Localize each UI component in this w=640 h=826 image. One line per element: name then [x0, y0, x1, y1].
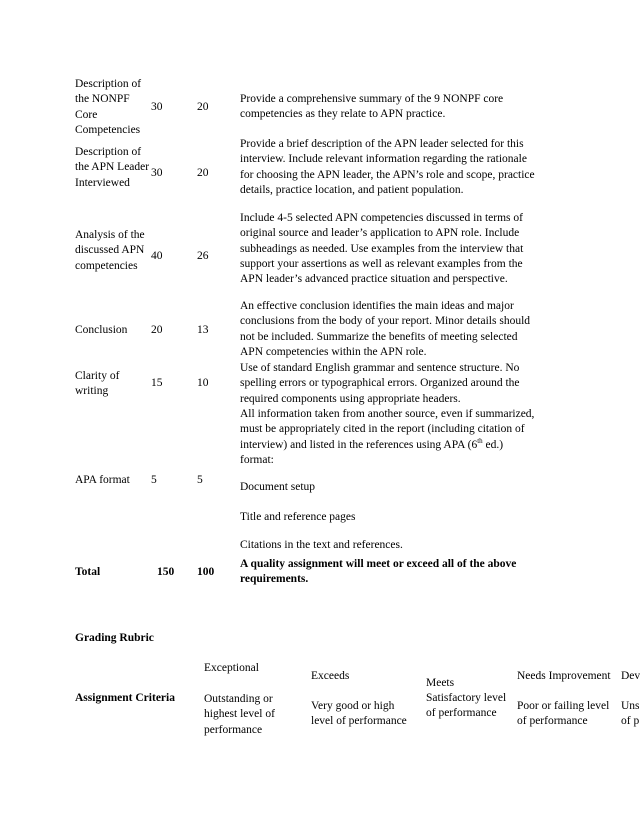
apa-item-document-setup: Document setup — [240, 481, 316, 493]
description-nonpf: Provide a comprehensive summary of the 9 NONPF core competencies as they relate to APN practice. — [240, 93, 504, 121]
apa-item-title-reference: Title and reference pages — [240, 511, 356, 523]
points-apa: 5 — [151, 474, 157, 486]
rubric-col-exceptional-desc: Outstanding or highest level of performance — [204, 693, 275, 736]
rubric-col-exceptional-title: Exceptional — [204, 662, 259, 674]
total-description: A quality assignment will meet or exceed all of the above requirements. — [240, 558, 517, 586]
rubric-col-needs-improvement-desc: Poor or failing level of performance — [517, 700, 610, 728]
description-analysis: Include 4-5 selected APN competencies discussed in terms of original source and leader’s application to APN role. Include subheadings as needed. Use examples from the interview that support your assertions as well as relevant examples from the APN leader’s advanced practice situation and perspective. — [240, 212, 524, 286]
points-conclusion: 20 — [151, 324, 163, 336]
rubric-col-dev-title: Dev — [621, 670, 640, 682]
points-nonpf: 30 — [151, 101, 163, 113]
rubric-col-dev-desc: Uns of p — [621, 700, 640, 728]
description-apn-leader: Provide a brief description of the APN leader selected for this interview. Include relevant information regarding the rationale for choosing the APN leader, the APN’s role and scope, practice details, practice location, and patient population. — [240, 138, 535, 196]
apa-item-citations: Citations in the text and references. — [240, 539, 403, 551]
criteria-nonpf: Description of the NONPF Core Competencies — [75, 78, 142, 136]
points-analysis: 40 — [151, 250, 163, 262]
criteria-analysis: Analysis of the discussed APN competencies — [75, 229, 145, 272]
rubric-col-exceeds-title: Exceeds — [311, 670, 350, 682]
earned-clarity: 10 — [197, 377, 209, 389]
points-apn-leader: 30 — [151, 167, 163, 179]
total-label: Total — [75, 566, 101, 578]
earned-analysis: 26 — [197, 250, 209, 262]
points-clarity: 15 — [151, 377, 163, 389]
description-conclusion: An effective conclusion identifies the main ideas and major conclusions from the body of your report. Minor details should not be included. Summarize the benefits of meeting selected APN competencies within the APN role. — [240, 300, 531, 358]
criteria-apn-leader: Description of the APN Leader Interviewed — [75, 146, 150, 189]
total-points: 150 — [157, 566, 175, 578]
criteria-clarity: Clarity of writing — [75, 370, 120, 398]
rubric-heading: Grading Rubric — [75, 632, 154, 644]
criteria-conclusion: Conclusion — [75, 324, 128, 336]
rubric-criteria-label: Assignment Criteria — [75, 692, 175, 704]
total-earned: 100 — [197, 566, 215, 578]
earned-conclusion: 13 — [197, 324, 209, 336]
criteria-apa: APA format — [75, 474, 130, 486]
description-clarity: Use of standard English grammar and sentence structure. No spelling errors or typographical errors. Organized around the required components using appropriate headers. — [240, 362, 520, 405]
rubric-col-exceeds-desc: Very good or high level of performance — [311, 700, 407, 728]
earned-apn-leader: 20 — [197, 167, 209, 179]
earned-nonpf: 20 — [197, 101, 209, 113]
earned-apa: 5 — [197, 474, 203, 486]
rubric-col-meets-title: Meets — [426, 677, 455, 689]
rubric-col-meets-desc: Satisfactory level of performance — [426, 692, 507, 720]
rubric-col-needs-improvement-title: Needs Improvement — [517, 670, 611, 682]
description-apa: All information taken from another source, even if summarized, must be appropriately cited in the report (including citation of interview) and listed in the references using APA (6th ed.) format: — [240, 408, 535, 466]
